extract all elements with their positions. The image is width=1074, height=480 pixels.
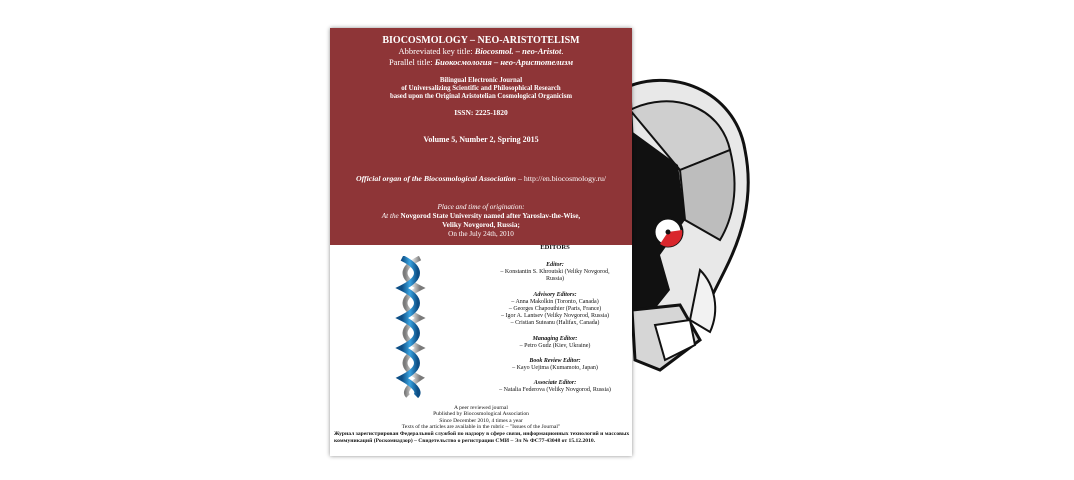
editor-name: – Konstantin S. Khroutski (Veliky Novgorod,	[500, 269, 610, 275]
subtitle-line: based upon the Original Aristotelian Cosmological Organicism	[389, 93, 572, 100]
book-review-editor: – Kayo Uejima (Kumamoto, Japan)	[512, 365, 598, 371]
journal-cover	[330, 28, 632, 456]
associate-editor: – Natalia Federova (Veliky Novgorod, Russia)	[499, 387, 611, 393]
frequency-note: Since December 2010, 4 times a year	[439, 418, 523, 424]
associate-editor-label: Associate Editor:	[533, 380, 577, 386]
issn: ISSN: 2225-1820	[454, 108, 508, 117]
advisory-editor: – Georges Chapouthier (Paris, France)	[508, 306, 602, 312]
dna-helix-illustration	[390, 256, 434, 398]
editor-label: Editor:	[546, 262, 564, 268]
abbreviated-title: Abbreviated key title: Biocosmol. – neo-Aristot.	[398, 46, 564, 56]
managing-editor: – Petro Gudz (Kiev, Ukraine)	[519, 343, 591, 349]
subtitle-line: Bilingual Electronic Journal	[439, 77, 523, 84]
place-label: Place and time of origination:	[437, 203, 525, 211]
managing-editor-label: Managing Editor:	[532, 336, 578, 342]
registration-note: Журнал зарегистрирован Федеральной службой по надзору в сфере связи, информационных технологий и массовых коммуникаций (Роскомнадзор) – Свидетельство о регистрации СМИ – Эл № ФС77-43048 от 15.12.2010.	[334, 431, 630, 444]
official-organ: Official organ of the Biocosmological Association – http://en.biocosmology.ru/	[355, 174, 607, 183]
advisory-editors-label: Advisory Editors:	[533, 292, 577, 298]
cover-header	[330, 28, 632, 245]
place-university: At the Novgorod State University named after Yaroslav-the-Wise,	[381, 212, 581, 220]
editors-heading: EDITORS	[540, 244, 570, 251]
availability-note: Texts of the articles are available in the rubric – "Issues of the Journal"	[401, 424, 561, 430]
volume-number: Volume 5, Number 2, Spring 2015	[423, 135, 539, 144]
advisory-editor: – Cristian Suteanu (Halifax, Canada)	[510, 320, 600, 326]
advisory-editor: – Igor A. Lantsev (Veliky Novgorod, Russia)	[501, 313, 609, 319]
editor-name: Russia)	[546, 276, 564, 282]
parallel-title: Parallel title: Биокосмология – нео-Аристотелизм	[388, 57, 574, 67]
publisher-note: Published by Biocosmological Association	[433, 411, 529, 417]
advisory-editor: – Anna Makolkin (Toronto, Canada)	[511, 299, 599, 305]
book-review-editor-label: Book Review Editor:	[529, 358, 581, 364]
subtitle-line: of Universalizing Scientific and Philosophical Research	[401, 85, 561, 92]
peer-reviewed-note: A peer reviewed journal	[454, 405, 508, 411]
journal-title: BIOCOSMOLOGY – NEO-ARISTOTELISM	[382, 35, 580, 46]
place-date: On the July 24th, 2010	[448, 230, 514, 238]
place-city: Veliky Novgorod, Russia;	[442, 221, 520, 229]
